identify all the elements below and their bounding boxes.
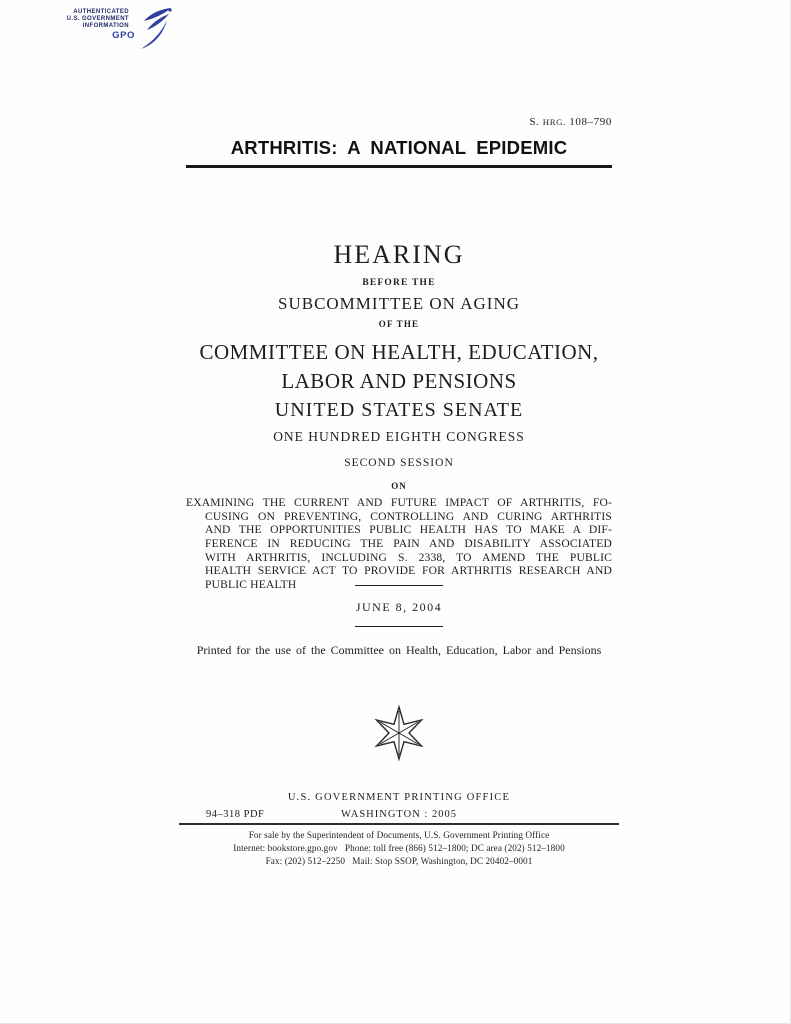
subject-line: HEALTH SERVICE ACT TO PROVIDE FOR ARTHRITIS RESEARCH AND [205,564,612,578]
section-rule [355,585,443,586]
gpo-authenticated-line: U.S. GOVERNMENT [66,16,129,22]
snowflake-ornament-icon [373,704,425,762]
hearing-date: JUNE 8, 2004 [355,600,443,614]
subject-line: FERENCE IN REDUCING THE PAIN AND DISABILITY ASSOCIATED [205,537,612,551]
report-number-hrg: HRG. [542,117,566,127]
gpo-authenticated-line: INFORMATION [82,23,129,29]
on-label: ON [391,481,407,491]
publication-place-year: WASHINGTON : 2005 [341,809,457,820]
hearing-heading: HEARING [333,240,465,269]
section-rule [355,626,443,627]
report-number [186,116,612,128]
gpo-eagle-icon [131,7,173,51]
printers-ornament [186,704,612,767]
subject-line: AND THE OPPORTUNITIES PUBLIC HEALTH HAS TO MAKE A DIF- [205,523,612,537]
printing-office-name: U.S. GOVERNMENT PRINTING OFFICE [287,792,511,803]
sale-info-line: Internet: bookstore.gpo.gov Phone: toll free (866) 512–1800; DC area (202) 512–1800 [233,843,565,853]
sale-info-line: For sale by the Superintendent of Documents, U.S. Government Printing Office [248,830,550,840]
congress-label: ONE HUNDRED EIGHTH CONGRESS [273,429,525,444]
publication-code: 94–318 PDF [206,809,265,820]
gpo-authenticated-text [67,9,129,30]
committee-name-line-2: LABOR AND PENSIONS [281,369,517,393]
of-the-label: OF THE [378,319,420,329]
subcommittee-name: SUBCOMMITTEE ON AGING [278,294,520,313]
before-the-label: BEFORE THE [362,278,436,288]
session-label: SECOND SESSION [344,457,454,469]
subject-line: EXAMINING THE CURRENT AND FUTURE IMPACT OF ARTHRITIS, FO- [186,496,612,509]
gpo-authentication-seal [57,7,173,53]
chamber-name: UNITED STATES SENATE [274,399,524,421]
gpo-authenticated-line: AUTHENTICATED [73,9,129,15]
sale-info-line: Fax: (202) 512–2250 Mail: Stop SSOP, Washington, DC 20402–0001 [265,856,533,866]
subject-line: WITH ARTHRITIS, INCLUDING S. 2338, TO AMEND THE PUBLIC [205,550,612,564]
content-column [186,0,612,1024]
footer-rule [179,823,619,825]
report-number-prefix: S. [529,116,543,128]
double-rule-divider [186,165,612,168]
printed-for-note: Printed for the use of the Committee on Health, Education, Labor and Pensions [196,643,602,657]
gpo-logotype: GPO [112,30,135,41]
subject-line: PUBLIC HEALTH [205,578,297,592]
committee-name-line-1: COMMITTEE ON HEALTH, EDUCATION, [199,340,599,364]
subject-line: CUSING ON PREVENTING, CONTROLLING AND CURING ARTHRITIS [205,509,612,523]
hearing-subject-paragraph [186,496,612,592]
document-title: ARTHRITIS: A NATIONAL EPIDEMIC [230,137,568,158]
report-number-suffix: 108–790 [565,116,612,128]
